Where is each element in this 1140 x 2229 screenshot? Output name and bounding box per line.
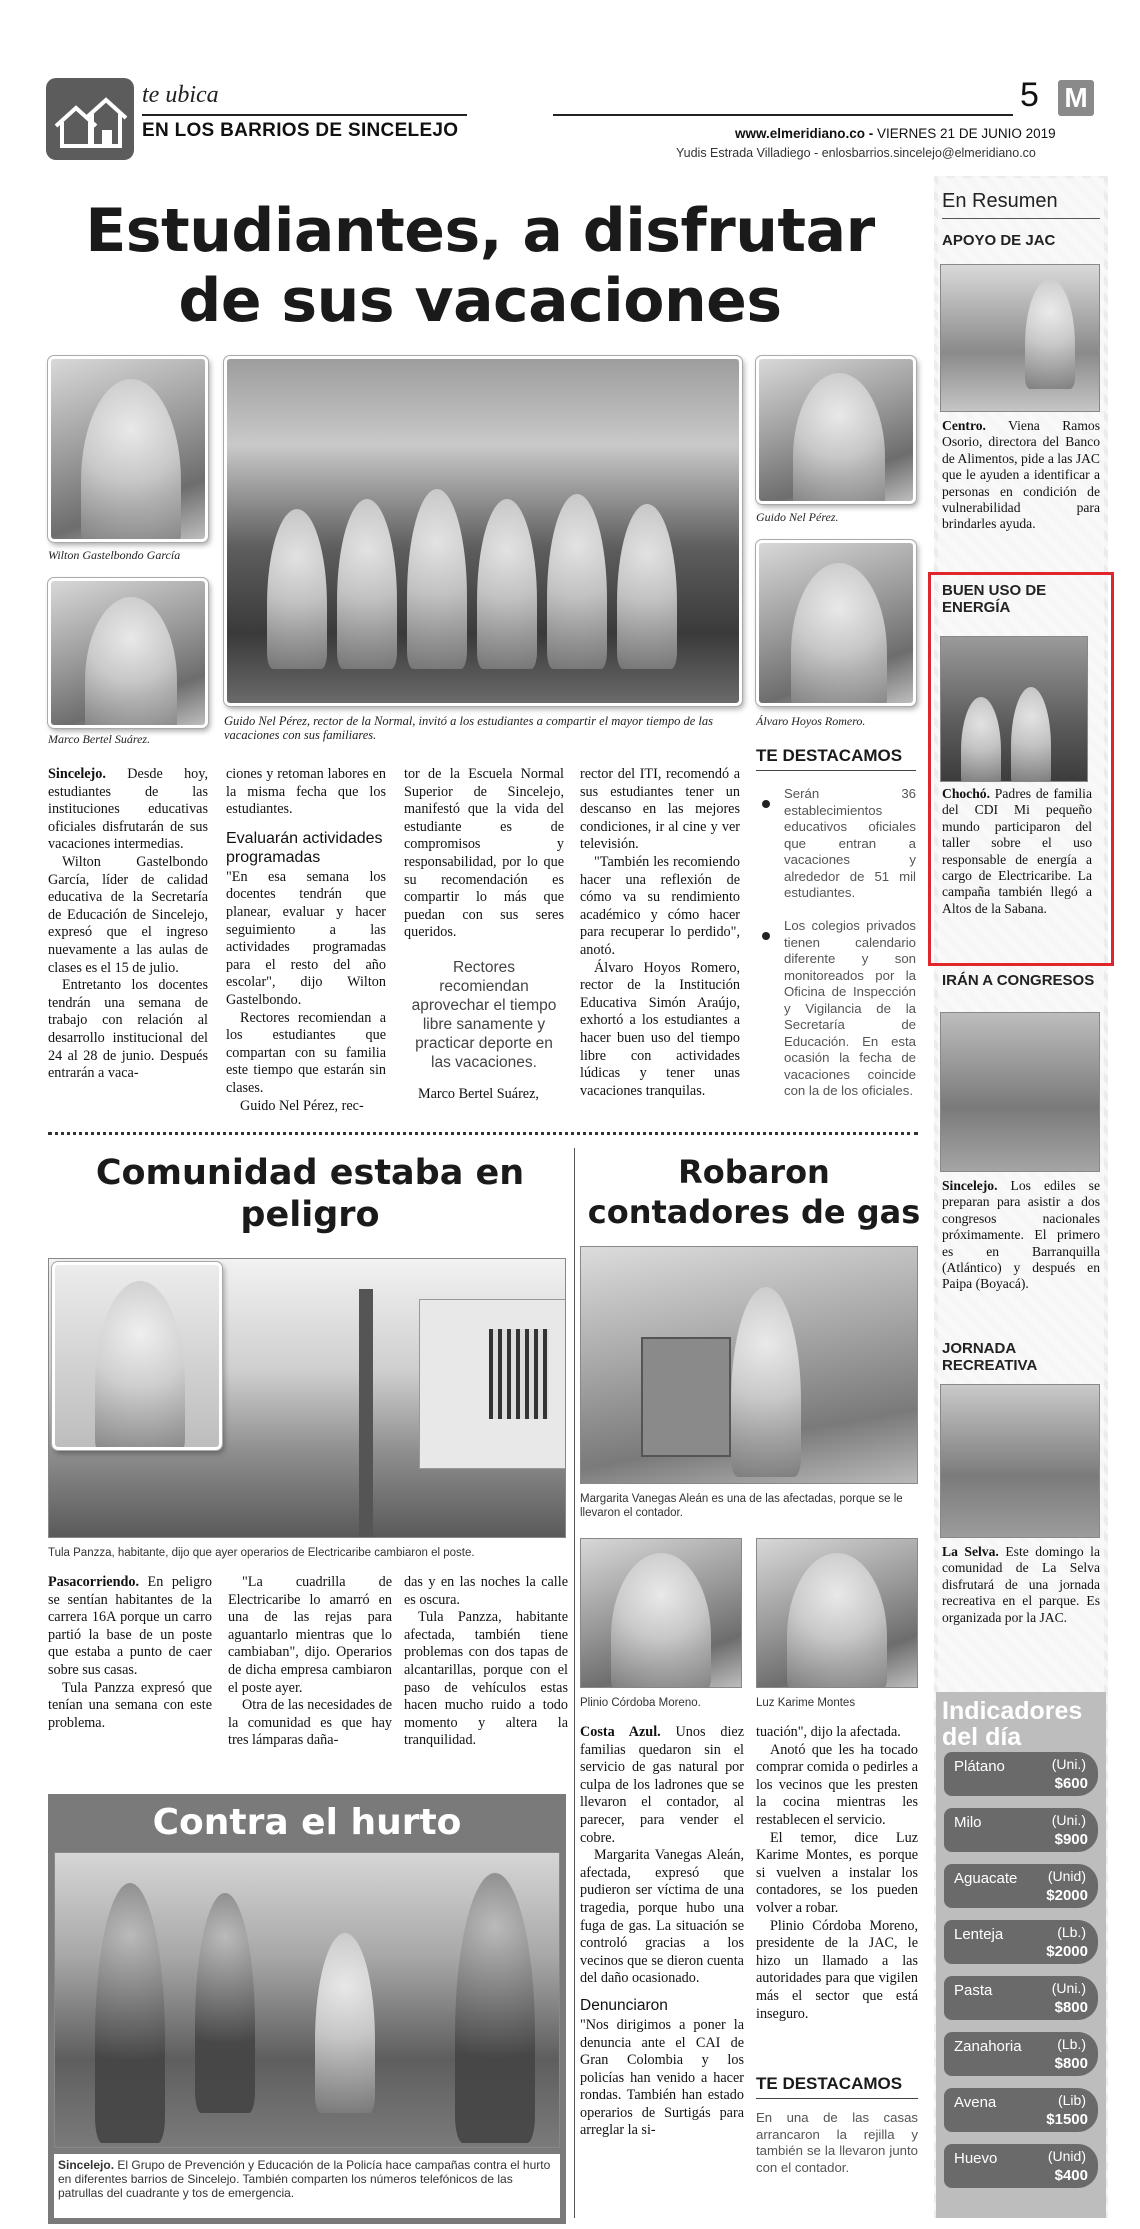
indicators-title: Indicadores del día: [942, 1697, 1083, 1751]
house-icon: [46, 78, 134, 160]
header-rule: [553, 114, 1013, 116]
sidebar-item-text-energia: Chochó. Padres de familia del CDI Mi pequeño mundo participaron del taller sobre el uso responsable de energía a cargo de Electricaribe. La campaña también llegó a Altos de la Sabana.: [942, 786, 1092, 916]
sidebar-title: En Resumen: [942, 190, 1058, 212]
indicator-row: Avena (Lib) $1500: [944, 2088, 1098, 2132]
peligro-column-3: das y en las noches la calle es oscura. Tula Panzza, habitante afectada, también tiene problemas con dos tapas de alcantarillas, porque con el paso de vehículos estas hacen mucho ruido a todo momento y altera la tranquilidad.: [404, 1574, 568, 1749]
dateline: www.elmeridiano.co - VIERNES 21 DE JUNIO 2019: [735, 126, 1056, 141]
caption-alvaro: Álvaro Hoyos Romero.: [756, 714, 866, 728]
peligro-column-2: "La cuadrilla de Electricaribe lo amarró en una de las rejas para aguantarlo mientras que lo cambiaban", dijo. Operarios de dicha empresa cambiaron el poste ayer. Otra de las necesidades de la comunidad es que hay tres lámparas daña-: [228, 1574, 392, 1749]
caption-tula: Tula Panzza, habitante, dijo que ayer operarios de Electricaribe cambiaron el poste.: [48, 1547, 475, 1559]
main-column-3: tor de la Escuela Normal Superior de Sincelejo, manifestó que la vida del estudiante es de compromisos y responsabilidad, por lo que su recomendación es compartir lo más que puedan con sus seres queridos. Rectores recomiendan aprovechar el tiempo libre sanamente y practicar deporte en las vacaciones. Marco Bertel Suárez,: [404, 766, 564, 1102]
caption-hurto: Sincelejo. El Grupo de Prevención y Educación de la Policía hace campañas contra el hurto en diferentes barrios de Sincelejo. También comparten los números telefónicos de las patrullas del cuadrante y tos de emergencia.: [58, 2158, 551, 2200]
main-column-2: ciones y retoman labores en la misma fecha que los estudiantes. Evaluarán actividades programadas "En esa semana los docentes tendrán que planear, evaluar y hacer seguimiento a las actividades programadas para el resto del año escolar", dijo Wilton Gastelbondo. Rectores recomiendan a los estudiantes que compartan con su familia este tiempo que estarán sin clases. Guido Nel Pérez, rec-: [226, 766, 386, 1114]
pull-quote: Rectores recomiendan aprovechar el tiempo libre sanamente y practicar deporte en las vacaciones.: [411, 958, 557, 1071]
sidebar-item-text-jac: Centro. Viena Ramos Osorio, directora del Banco de Alimentos, pide a las JAC que le ayuden a identificar a personas en condición de vulnerabilidad para brindarles ayuda.: [942, 418, 1100, 532]
main-subhead: Evaluarán actividades programadas: [226, 829, 383, 866]
section-kicker: te ubica: [142, 82, 219, 108]
indicator-row: Huevo (Unid) $400: [944, 2144, 1098, 2188]
gas-destacamos-rule: [756, 2098, 918, 2099]
caption-students: Guido Nel Pérez, rector de la Normal, invitó a los estudiantes a compartir el mayor tiempo de las vacaciones con sus familiares.: [224, 714, 713, 742]
photo-congresos: [940, 1012, 1100, 1172]
newspaper-logo: M: [1058, 80, 1094, 116]
hurto-headline: Contra el hurto: [152, 1802, 462, 1843]
caption-wilton: Wilton Gastelbondo García: [48, 548, 181, 562]
photo-jac: [940, 264, 1100, 412]
caption-plinio: Plinio Córdoba Moreno.: [580, 1697, 701, 1709]
caption-luz: Luz Karime Montes: [756, 1697, 856, 1709]
caption-margarita: Margarita Vanegas Aleán es una de las afectadas, porque se le llevaron el contador.: [580, 1493, 903, 1519]
photo-alvaro: [756, 540, 916, 706]
photo-gas-meter: [580, 1246, 918, 1484]
byline: Yudis Estrada Villadiego - enlosbarrios.sincelejo@elmeridiano.co: [676, 146, 1036, 160]
photo-students: [224, 356, 742, 706]
caption-guido: Guido Nel Pérez.: [756, 510, 839, 524]
destacamos-item-1: Serán 36 establecimientos educativos oficiales que entran a vacaciones y alrededor de 51 mil estudiantes.: [784, 786, 916, 900]
sidebar-item-title-congresos: IRÁN A CONGRESOS: [942, 972, 1095, 989]
gas-column-1: Costa Azul. Unos diez familias quedaron sin el servicio de gas natural por culpa de los ladrones que se llevaron el contador, al parecer, para vender el cobre. Margarita Vanegas Aleán, afectada, expresó que pudieron ser víctima de una tragedia, porque hubo una fuga de gas. La situación se controló gracias a los vecinos que se dieron cuenta del daño ocasionado. Denunciaron "Nos dirigimos a poner la denuncia ante el CAI de Gran Colombia y los policías han venido a hacer rondas. También han estado operarios de Surtigás para arreglar la si-: [580, 1724, 744, 2139]
indicator-row: Milo (Uni.) $900: [944, 1808, 1098, 1852]
destacamos-item-2: Los colegios privados tienen calendario diferente y son monitoreados por la Oficina de Inspección y Vigilancia de la Secretaría de Educación. En esta ocasión la fecha de vacaciones coincide con la de los oficiales.: [784, 918, 916, 1098]
sidebar-item-title-energia: BUEN USO DE ENERGÍA: [942, 582, 1047, 616]
main-column-4: rector del ITI, recomendó a sus estudiantes tener un descanso en las mejores condiciones, ir al cine y ver televisión. "También les recomiendo hacer una reflexión de cómo va su rendimiento académico y cómo hacer para recuperar lo perdido", anotó. Álvaro Hoyos Romero, rector de la Institución Educativa Simón Araújo, exhortó a los estudiantes a hacer buen uso del tiempo libre con actividades lúdicas y tener unas vacaciones tranquilas.: [580, 766, 740, 1099]
page-number: 5: [1020, 76, 1039, 114]
sidebar-item-title-recreativa: JORNADA RECREATIVA: [942, 1340, 1038, 1374]
peligro-headline: Comunidad estaba en peligro: [95, 1153, 525, 1235]
gas-destacamos-text: En una de las casas arrancaron la rejilla y también se la llevaron junto con el contador.: [756, 2110, 918, 2175]
peligro-column-1: Pasacorriendo. En peligro se sentían habitantes de la carrera 16A porque un carro partió la base de un poste que estaba a punto de caer sobre sus casas. Tula Panzza expresó que tenían una semana con este problema.: [48, 1574, 212, 1731]
photo-luz: [756, 1538, 918, 1688]
indicator-row: Zanahoria (Lb.) $800: [944, 2032, 1098, 2076]
section-title: EN LOS BARRIOS DE SINCELEJO: [142, 120, 459, 141]
sidebar-item-text-recreativa: La Selva. Este domingo la comunidad de La Selva disfrutará de una jornada recreativa en el parque. Es organizada por la JAC.: [942, 1544, 1100, 1625]
sidebar-title-rule: [942, 218, 1100, 219]
te-destacamos-rule: [756, 770, 916, 771]
gas-destacamos-title: TE DESTACAMOS: [756, 2074, 903, 2093]
sidebar-item-text-congresos: Sincelejo. Los ediles se preparan para asistir a dos congresos nacionales próximamente. El primero es en Barranquilla (Atlántico) y después en Paipa (Boyacá).: [942, 1178, 1100, 1292]
indicator-row: Plátano (Uni.) $600: [944, 1752, 1098, 1796]
indicator-row: Aguacate (Unid) $2000: [944, 1864, 1098, 1908]
caption-marco: Marco Bertel Suárez.: [48, 732, 151, 746]
bullet-icon: [762, 800, 770, 808]
main-headline: Estudiantes, a disfrutar de sus vacaciones: [85, 196, 875, 336]
main-column-1: Sincelejo. Desde hoy, estudiantes de las instituciones educativas oficiales disfrutarán de sus vacaciones intermedias. Wilton Gastelbondo García, líder de calidad educativa de la Secretaría de Educación de Sincelejo, expresó que el ingreso nuevamente a las aulas de clases es el 15 de julio. Entretanto los docentes tendrán una semana de trabajo con relación al desarrollo institucional del 24 al 28 de junio. Después entrarán a vaca-: [48, 766, 208, 1082]
gas-headline: Robaron contadores de gas: [587, 1153, 921, 1231]
section-divider: [48, 1132, 918, 1135]
section-rule: [142, 114, 467, 116]
gas-column-2: tuación", dijo la afectada. Anotó que les ha tocado comprar comida o pedirles a los vecinos que les presten la cocina mientras les restablecen el servicio. El temor, dice Luz Karime Montes, es porque si vuelven a instalar los contadores, se los pueden volver a robar. Plinio Córdoba Moreno, presidente de la JAC, le hizo un llamado a las autoridades para que vigilen más el sector que está inseguro.: [756, 1724, 918, 2022]
photo-recreativa: [940, 1384, 1100, 1538]
photo-guido: [756, 356, 916, 504]
indicator-row: Lenteja (Lb.) $2000: [944, 1920, 1098, 1964]
photo-tula: [52, 1262, 222, 1450]
bullet-icon: [762, 932, 770, 940]
photo-energia: [940, 636, 1088, 782]
te-destacamos-title: TE DESTACAMOS: [756, 746, 903, 765]
photo-plinio: [580, 1538, 742, 1688]
photo-wilton: [48, 356, 208, 542]
photo-police: [54, 1852, 560, 2148]
photo-marco: [48, 578, 208, 728]
indicator-row: Pasta (Uni.) $800: [944, 1976, 1098, 2020]
gas-subhead: Denunciaron: [580, 1996, 668, 2014]
sidebar-item-title-jac: APOYO DE JAC: [942, 232, 1056, 249]
column-divider: [574, 1148, 575, 2218]
